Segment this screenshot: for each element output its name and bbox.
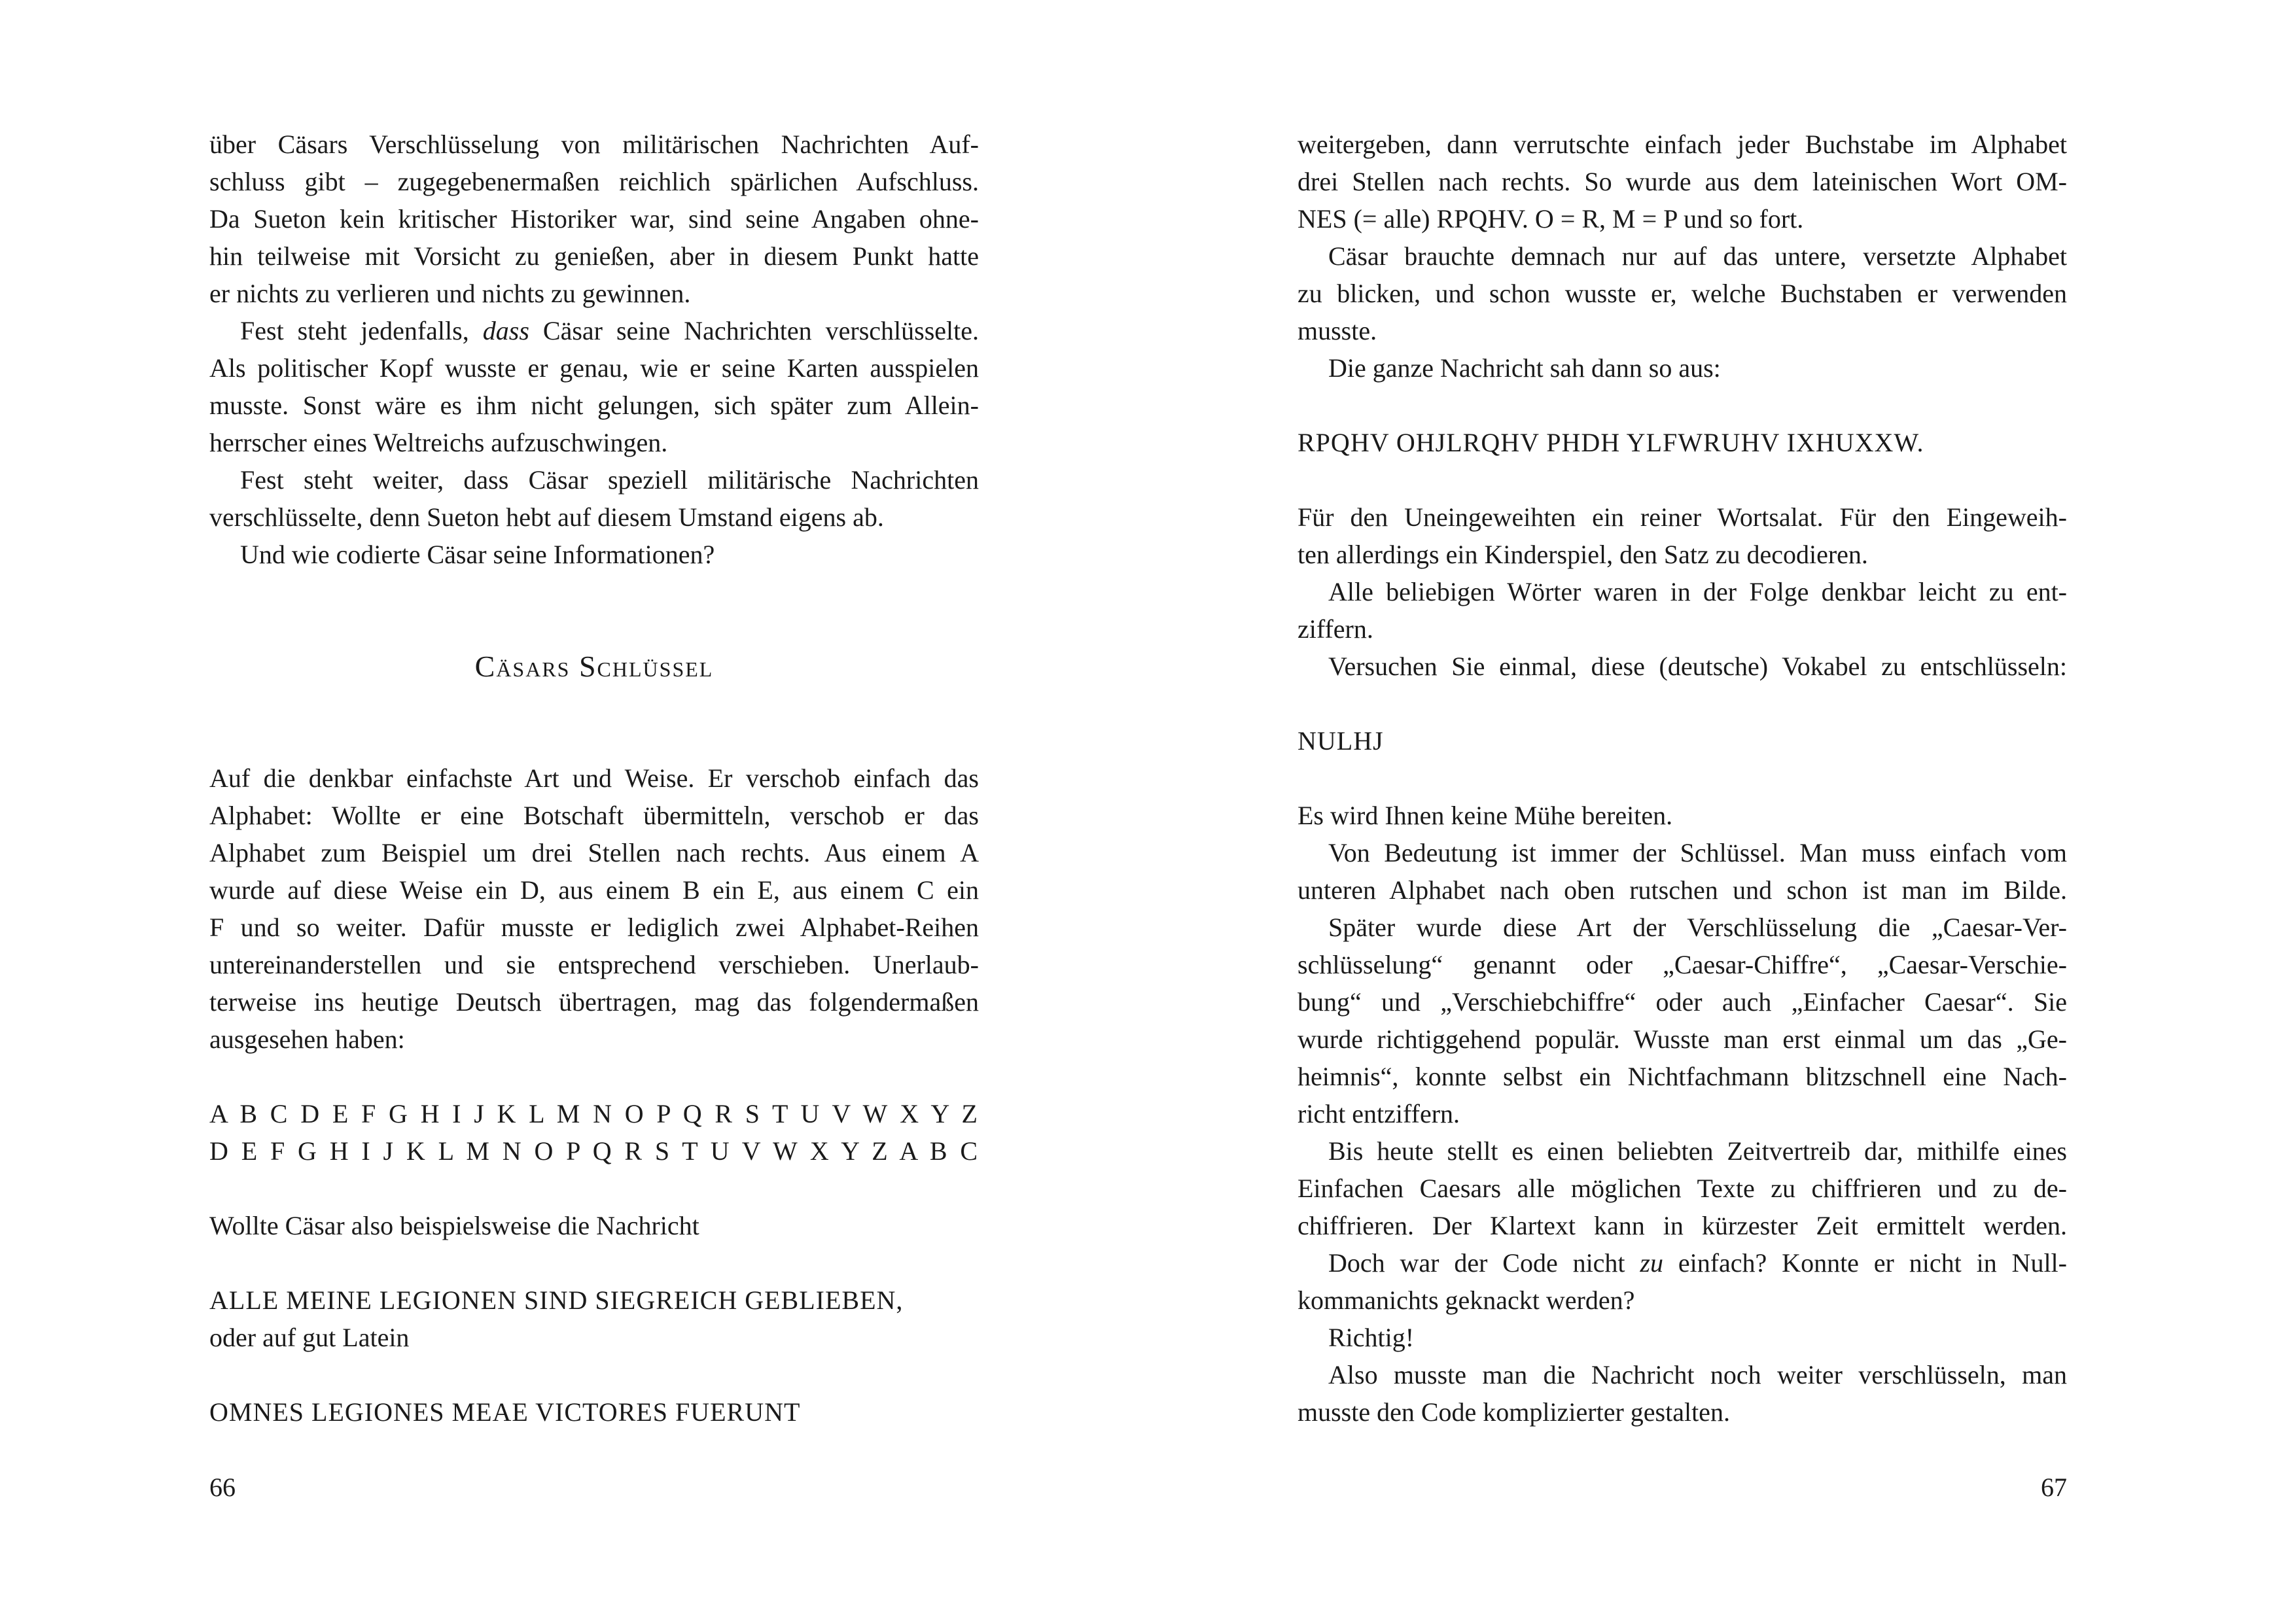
text-line: bung“ und „Verschiebchiffre“ oder auch „Einfacher Caesar“. Sie [1298,987,2067,1017]
right-page [1298,126,2067,1431]
text-line: hin teilweise mit Vorsicht zu genießen, aber in diesem Punkt hatte [209,241,979,271]
text-line: musste den Code komplizierter gestalten. [1298,1397,1730,1427]
text-line: ziffern. [1298,614,1373,644]
cipher-message: RPQHV OHJLRQHV PHDH YLFWRUHV IXHUXXW. [1298,428,1924,457]
text-line: Cäsar brauchte demnach nur auf das untere, versetzte Alphabet [1328,241,2067,271]
text-line: heimnis“, konnte selbst ein Nichtfachmann blitzschnell eine Nach- [1298,1062,2067,1091]
example-message-latin: OMNES LEGIONES MEAE VICTORES FUERUNT [209,1397,801,1427]
left-page [209,126,979,1431]
text-line: kommanichts geknackt werden? [1298,1285,1635,1315]
text-line: Da Sueton kein kritischer Historiker war, sind seine Angaben ohne- [209,204,979,234]
text-line: richt entziffern. [1298,1099,1460,1128]
section-heading: Cäsars Schlüssel [474,650,714,683]
text-line: Es wird Ihnen keine Mühe bereiten. [1298,801,1673,830]
text-line: ten allerdings ein Kinderspiel, den Satz zu decodieren. [1298,540,1868,569]
text-line: Alphabet: Wollte er eine Botschaft übermitteln, verschob er das [209,801,979,830]
text-segment: Cäsar seine Nachrichten verschlüsselte. [529,316,980,345]
text-segment: Doch war der Code nicht [1328,1248,1640,1278]
alphabet-shifted: D E F G H I J K L M N O P Q R S T U V W X Y Z A B C [209,1136,979,1166]
text-line: Von Bedeutung ist immer der Schlüssel. Man muss einfach vom [1328,838,2067,867]
text-line: F und so weiter. Dafür musste er lediglich zwei Alphabet-Reihen [209,913,979,942]
text-line: unteren Alphabet nach oben rutschen und schon ist man im Bilde. [1298,875,2067,905]
text-line: schluss gibt – zugegebenermaßen reichlich spärlichen Aufschluss. [209,167,979,196]
text-line: weitergeben, dann verrutschte einfach jeder Buchstabe im Alphabet [1298,130,2067,159]
text-line: verschlüsselte, denn Sueton hebt auf diesem Umstand eigens ab. [209,502,884,532]
text-line: Einfachen Caesars alle möglichen Texte zu chiffrieren und zu de- [1298,1174,2067,1203]
text-line: über Cäsars Verschlüsselung von militärischen Nachrichten Auf- [209,130,979,159]
page-number-right: 67 [2041,1473,2067,1502]
text-line [209,312,979,349]
text-line: Bis heute stellt es einen beliebten Zeitvertreib dar, mithilfe eines [1328,1136,2067,1166]
page-number-left: 66 [209,1473,236,1502]
text-line: Alle beliebigen Wörter waren in der Folge denkbar leicht zu ent- [1328,577,2067,606]
text-line: oder auf gut Latein [209,1323,410,1352]
text-segment: Fest steht jedenfalls, [240,316,483,345]
emphasis-text: dass [482,316,529,345]
text-line: ausgesehen haben: [209,1024,405,1054]
text-line [1298,1244,2067,1282]
text-line: musste. Sonst wäre es ihm nicht gelungen, sich später zum Allein- [209,391,979,420]
text-line: Alphabet zum Beispiel um drei Stellen nach rechts. Aus einem A [209,838,979,867]
text-line: wurde auf diese Weise ein D, aus einem B ein E, aus einem C ein [209,875,979,905]
text-line: zu blicken, und schon wusste er, welche Buchstaben er verwenden [1298,279,2067,308]
text-line: er nichts zu verlieren und nichts zu gewinnen. [209,279,691,308]
text-line: Die ganze Nachricht sah dann so aus: [1328,353,1721,383]
text-line: wurde richtiggehend populär. Wusste man erst einmal um das „Ge- [1298,1024,2067,1054]
text-line: Also musste man die Nachricht noch weiter verschlüsseln, man [1328,1360,2067,1389]
emphasis-text: zu [1640,1248,1663,1278]
example-message-german: ALLE MEINE LEGIONEN SIND SIEGREICH GEBLIEBEN, [209,1285,904,1315]
cipher-word: NULHJ [1298,726,1384,756]
text-line: Versuchen Sie einmal, diese (deutsche) Vokabel zu entschlüsseln: [1328,652,2067,681]
text-segment: einfach? Konnte er nicht in Null- [1663,1248,2067,1278]
text-line: musste. [1298,316,1377,345]
text-line: drei Stellen nach rechts. So wurde aus dem lateinischen Wort OM- [1298,167,2067,196]
text-line: untereinanderstellen und sie entsprechend verschieben. Unerlaub- [209,950,979,979]
text-line: Als politischer Kopf wusste er genau, wie er seine Karten ausspielen [209,353,979,383]
text-line: Wollte Cäsar also beispielsweise die Nachricht [209,1211,699,1240]
text-line: Und wie codierte Cäsar seine Informationen? [240,540,715,569]
text-line: herrscher eines Weltreichs aufzuschwingen. [209,428,668,457]
text-line: schlüsselung“ genannt oder „Caesar-Chiffre“, „Caesar-Verschie- [1298,950,2067,979]
text-line: terweise ins heutige Deutsch übertragen, mag das folgendermaßen [209,987,979,1017]
text-line: Später wurde diese Art der Verschlüsselung die „Caesar-Ver- [1328,913,2067,942]
alphabet-plain: A B C D E F G H I J K L M N O P Q R S T U V W X Y Z [209,1099,979,1128]
text-line: Für den Uneingeweihten ein reiner Wortsalat. Für den Eingeweih- [1298,502,2067,532]
text-line: chiffrieren. Der Klartext kann in kürzester Zeit ermittelt werden. [1298,1211,2067,1240]
text-line: Fest steht weiter, dass Cäsar speziell militärische Nachrichten [240,465,979,495]
text-line: Auf die denkbar einfachste Art und Weise. Er verschob einfach das [209,763,979,793]
text-line: Richtig! [1328,1323,1415,1352]
text-line: NES (= alle) RPQHV. O = R, M = P und so fort. [1298,204,1804,234]
